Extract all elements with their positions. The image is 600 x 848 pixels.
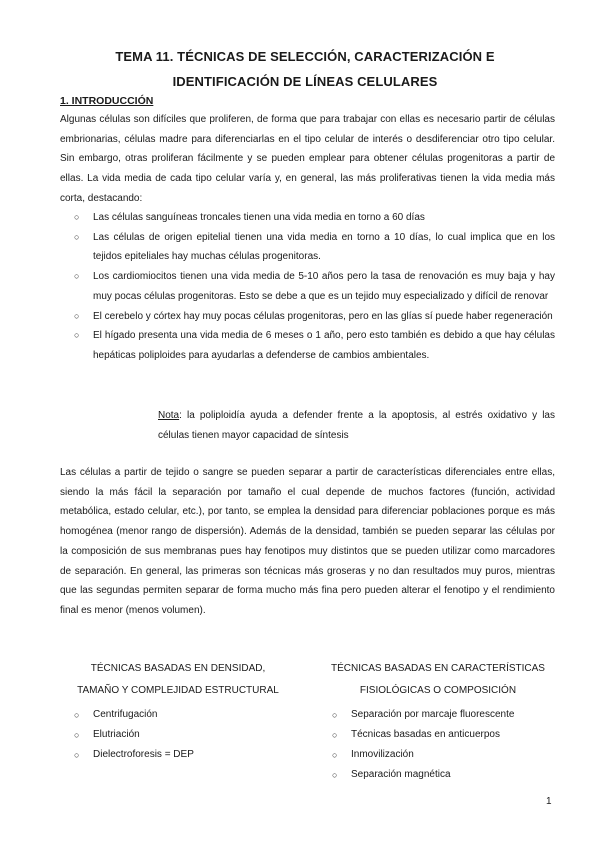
list-item: ○ Centrifugación — [60, 705, 296, 725]
document-title — [60, 44, 550, 94]
list-item: ○ El cerebelo y córtex hay muy pocas células progenitoras, pero en las glías sí puede haber regeneración — [60, 307, 555, 327]
bullet-list — [60, 208, 555, 366]
list-item: ○ Los cardiomiocitos tienen una vida media de 5-10 años pero la tasa de renovación es muy baja y hay muy pocas células progenitoras. Esto se debe a que es un tejido muy especializado y difícil de renovar — [60, 267, 555, 306]
list-item: ○ Inmovilización — [318, 745, 558, 765]
page-number: 1 — [546, 796, 552, 807]
list-item: ○ Las células de origen epitelial tienen una vida media en torno a 10 días, lo cual implica que en los tejidos epiteliales hay muchas células progenitoras. — [60, 228, 555, 267]
technique-list — [60, 705, 296, 765]
bullet-icon: ○ — [332, 710, 338, 720]
bullet-icon: ○ — [74, 730, 80, 740]
note — [158, 406, 555, 445]
bullet-icon: ○ — [74, 231, 80, 242]
technique-list — [318, 705, 558, 785]
section-heading: 1. INTRODUCCIÓN — [60, 95, 154, 107]
bullet-icon: ○ — [332, 770, 338, 780]
list-item: ○ Separación por marcaje fluorescente — [318, 705, 558, 725]
title-line-2: IDENTIFICACIÓN DE LÍNEAS CELULARES — [172, 74, 438, 89]
bullet-icon: ○ — [74, 271, 80, 282]
bullet-icon: ○ — [74, 310, 80, 321]
list-item: ○ Dielectroforesis = DEP — [60, 745, 296, 765]
bullet-icon: ○ — [74, 212, 80, 222]
intro-paragraph: Algunas células son difíciles que proliferen, de forma que para trabajar con ellas es necesario partir de células embrionarias, células madre para diferenciarlas en el tipo celular de interés o desdiferenciar otro tipo celular. Sin embargo, otras proliferan fácilmente y se pueden emplear para obtener células progenitoras a partir de ellas. La vida media de cada tipo celular varía y, en general, las más proliferativas tienen la vida media más corta, destacando: — [60, 114, 555, 204]
bullet-icon: ○ — [74, 330, 80, 341]
title-line-1: TEMA 11. TÉCNICAS DE SELECCIÓN, CARACTERIZACIÓN E — [115, 49, 495, 64]
bullet-icon: ○ — [74, 750, 80, 760]
list-item: ○ Las células sanguíneas troncales tienen una vida media en torno a 60 días — [60, 208, 555, 228]
bullet-icon: ○ — [332, 730, 338, 740]
list-item: ○ Técnicas basadas en anticuerpos — [318, 725, 558, 745]
bullet-icon: ○ — [332, 750, 338, 760]
column-heading: TÉCNICAS BASADAS EN CARACTERÍSTICAS FISIOLÓGICAS O COMPOSICIÓN — [331, 663, 545, 696]
list-item: ○ El hígado presenta una vida media de 6 meses o 1 año, pero esto también es debido a que hay células hepáticas poliploides para ayudarlas a defenderse de cambios ambientales. — [60, 326, 555, 365]
bullet-icon: ○ — [74, 710, 80, 720]
list-item: ○ Elutriación — [60, 725, 296, 745]
density-techniques-column — [60, 658, 296, 765]
note-label: Nota — [158, 410, 180, 421]
column-heading: TÉCNICAS BASADAS EN DENSIDAD, TAMAÑO Y COMPLEJIDAD ESTRUCTURAL — [77, 663, 279, 696]
body-paragraph: Las células a partir de tejido o sangre se pueden separar a partir de características diferenciales entre ellas, siendo la más fácil la separación por tamaño el cual depende de muchos factores (función, actividad metabólica, estado celular, etc.), por tanto, se emplea la densidad para diferenciar poblaciones porque es más homogénea (menor rango de dispersión). Además de la densidad, también se pueden separar las células por la composición de sus membranas pues hay fenotipos muy distintos que se pueden utilizar como marcadores de separación. En general, las primeras son técnicas más groseras y no dan resultados muy puros, mientras que las segundas permiten separar de forma mucho más fina pero pueden alterar el fenotipo y el rendimiento final es menor (menos volumen). — [60, 467, 555, 616]
list-item: ○ Separación magnética — [318, 765, 558, 785]
physiological-techniques-column — [318, 658, 558, 785]
note-text: : la poliploidía ayuda a defender frente a la apoptosis, al estrés oxidativo y las células tienen mayor capacidad de síntesis — [158, 410, 555, 441]
